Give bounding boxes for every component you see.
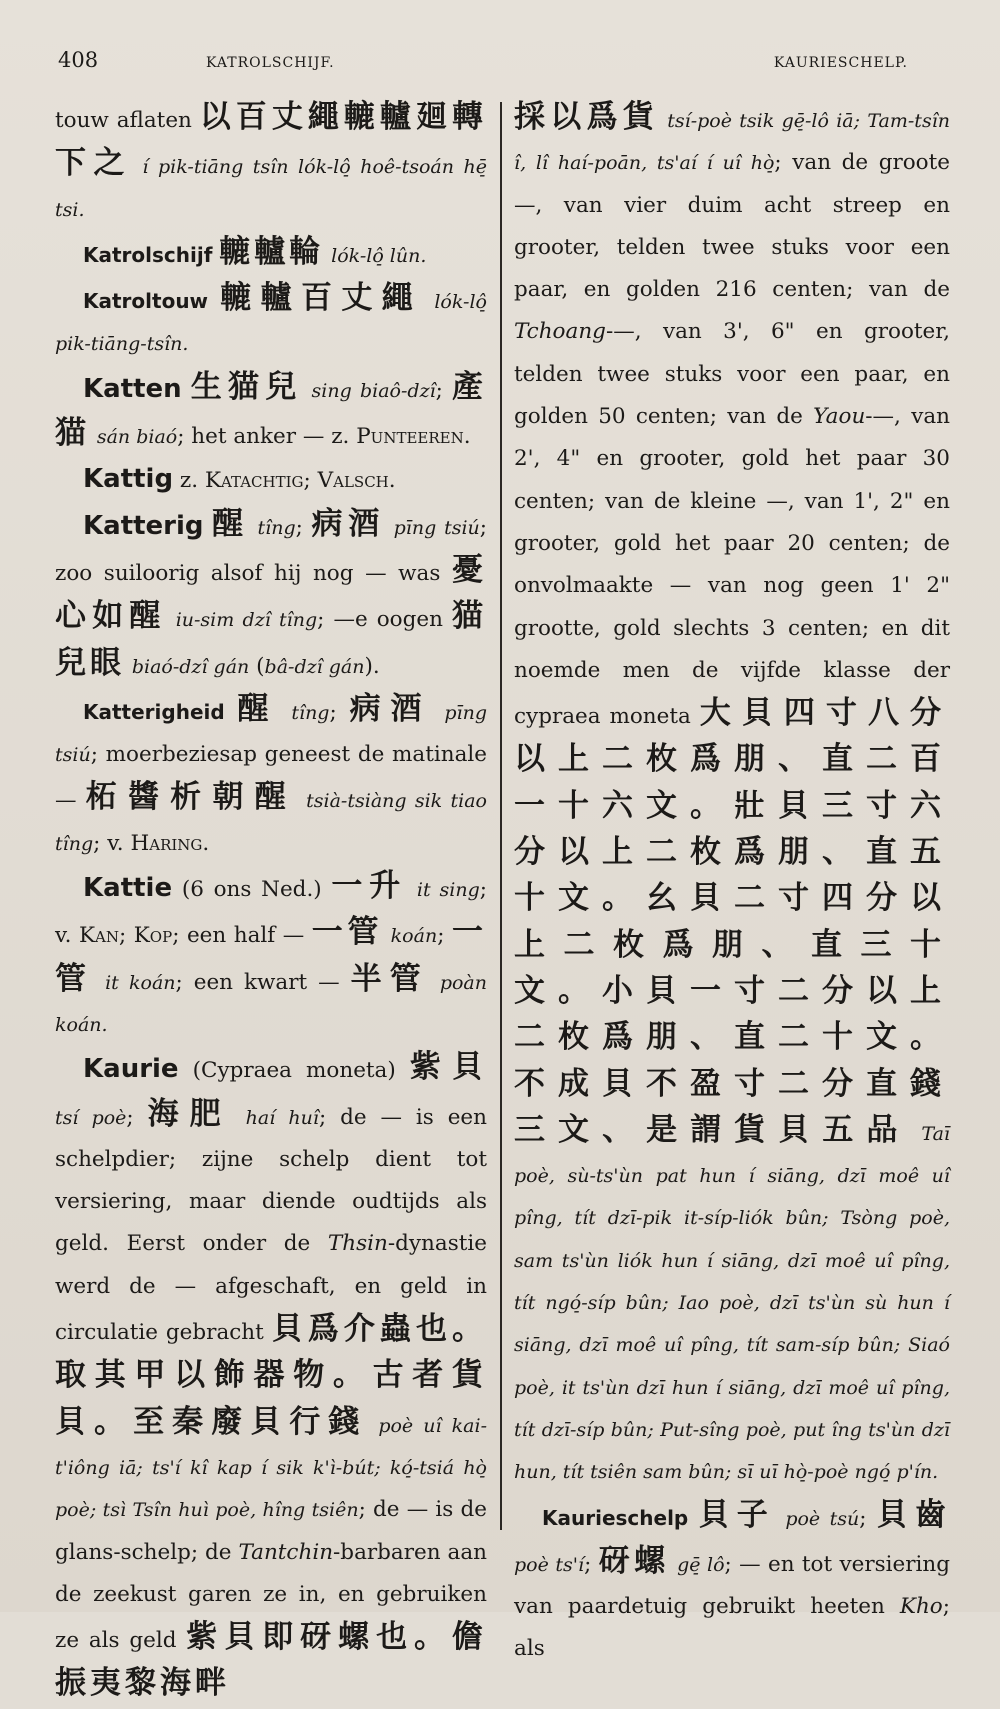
chinese-text: 半管	[350, 960, 429, 997]
romanization: koán	[390, 925, 438, 948]
entry-kaurieschelp	[514, 1494, 950, 1671]
cross-reference: Kop	[133, 923, 173, 949]
entry-kattig	[55, 458, 487, 502]
entry-text: ; zoo suiloorig alsof hij nog — was	[55, 514, 488, 586]
cross-reference: Kan	[78, 923, 119, 949]
separator: ;	[329, 699, 337, 725]
chinese-text: 砑螺	[598, 1542, 670, 1579]
column-divider	[500, 102, 502, 1530]
romanization: sán biaó	[96, 426, 178, 449]
chinese-text: 一管	[311, 914, 384, 951]
romanization: tîng	[291, 701, 330, 724]
romanization: it koán	[105, 971, 176, 994]
romanization: tîng	[257, 516, 296, 539]
entry-katten	[55, 366, 487, 459]
entry-katterigheid	[55, 688, 487, 865]
entry-text: ; van de groote —, van vier duim acht streep en grooter, telden twee stuks voor een paar, en golden 216 centen; van de	[514, 150, 950, 303]
entry-kaurie	[55, 1046, 487, 1708]
romanization: poàn koán.	[55, 971, 487, 1036]
romanization: lók-lô̠ lûn.	[331, 244, 427, 267]
entry-text: (6 ons Ned.)	[181, 877, 322, 903]
emphasis-text: Kho	[899, 1594, 943, 1620]
entry-text: ; moerbeziesap geneest de matinale —	[55, 742, 487, 814]
headword: Kattig	[83, 464, 174, 495]
romanization: bâ-dzî gán	[264, 655, 365, 678]
chinese-text: 轆轤輪	[219, 233, 325, 270]
romanization: tsí-poè tsik gē̠-lô iā; Tam-tsîn î, lî haí-poān, ts'aí í uî hò̠	[514, 110, 951, 175]
entry-text: ; een half —	[172, 923, 305, 949]
entry-text: ; het anker — z.	[177, 424, 350, 450]
page-header	[58, 48, 948, 78]
right-column	[514, 96, 950, 1671]
romanization: poè uî kai-t'iông iā; ts'í kî kap í sik k'ì-bút; kó̠-tsiá hò̠ poè; tsì Tsîn huì poè, hîng tsiên	[55, 1414, 487, 1522]
romanization: lók-lô̠ pik-tiāng-tsîn.	[55, 291, 487, 356]
entry-text: ; —e oogen	[317, 607, 443, 633]
running-head-left: KATROLSCHIJF.	[206, 55, 335, 71]
entry-text: ;	[118, 923, 127, 949]
romanization: sing biaô-dzî	[311, 379, 436, 402]
romanization: tsià-tsiàng sik tiao tîng	[55, 790, 487, 855]
chinese-text: 病酒	[349, 690, 432, 727]
cross-reference: Valsch.	[317, 468, 396, 494]
chinese-text: 採以爲貨	[514, 99, 660, 135]
romanization: poè tsú	[785, 1507, 860, 1530]
chinese-text: 以百丈繩轆轤廻轉下之	[55, 99, 487, 182]
entry-katterig	[55, 503, 487, 688]
headword: Kattie	[83, 873, 173, 904]
emphasis-text: Thsin	[327, 1231, 388, 1257]
romanization: biaó-dzî gán	[131, 655, 250, 678]
headword: Katterig	[83, 510, 204, 541]
entry-text: ; — en tot versiering van paardetuig gebruikt heeten	[514, 1551, 951, 1620]
entry-text: -dynastie werd de — afgeschaft, en geld in circulatie gebracht	[55, 1231, 487, 1346]
entry-katrolschijf	[55, 231, 487, 277]
chinese-text: 醒	[237, 690, 279, 727]
chinese-text: 生猫兒	[190, 368, 303, 405]
entry-text: (	[256, 653, 265, 679]
romanization: poè ts'í	[514, 1553, 585, 1576]
entry-katroltouw	[55, 277, 487, 366]
romanization: haí huî	[245, 1106, 319, 1129]
romanization: it sing	[416, 879, 480, 902]
entry-continuation	[514, 96, 950, 1494]
cross-reference: Katachtig	[204, 468, 304, 494]
chinese-text: 貝齒	[876, 1496, 950, 1533]
headword: Katrolschijf	[83, 242, 213, 267]
chinese-text: 產猫	[55, 368, 487, 452]
entry-text: touw aflaten	[55, 108, 192, 133]
entry-text: z.	[179, 468, 199, 494]
romanization: iu-sim dzî tîng	[175, 609, 318, 632]
entry-text: ; een kwart —	[175, 969, 340, 995]
chinese-text: 憂心如醒	[55, 551, 487, 635]
romanization: gē̠ lô	[677, 1553, 725, 1576]
chinese-text: 海肥	[147, 1095, 232, 1132]
entry-text: ; als	[514, 1594, 950, 1662]
entry-text: (Cypraea moneta)	[192, 1058, 396, 1084]
entry-text: ; v.	[93, 830, 124, 856]
entry-text: -—, van 3', 6" en grooter, telden twee stuks voor een paar, en golden 50 centen; van de	[514, 319, 950, 430]
entry-text: ; de — is de glans-schelp; de	[55, 1497, 487, 1565]
separator: ;	[435, 377, 443, 403]
entry-text: ;	[303, 468, 311, 494]
chinese-text: 一管	[55, 914, 487, 997]
headword: Kaurieschelp	[542, 1505, 689, 1530]
chinese-text: 紫貝即砑螺也。儋振夷黎海畔	[55, 1619, 488, 1702]
romanization: í pik-tiāng tsîn lók-lô̠ hoê-tsoán hē̠ tsi.	[55, 156, 487, 221]
running-head-right: KAURIESCHELP.	[773, 55, 908, 71]
chinese-text: 一升	[331, 868, 408, 905]
romanization: tsí poè	[55, 1106, 127, 1129]
page-number: 408	[58, 48, 99, 72]
emphasis-text: Tantchin	[238, 1539, 334, 1565]
entry-text: ; v.	[55, 877, 487, 949]
entry-text: -barbaren aan de zeekust garen ze in, en gebruiken ze als geld	[55, 1539, 487, 1654]
chinese-text: 大貝四寸八分以上二枚爲朋、直二百一十六文。壯貝三寸六分以上二枚爲朋、直五十文。幺貝二寸四分以上二枚爲朋、直三十文。小貝一寸二分以上二枚爲朋、直二十文。不成貝不盈寸二分直錢三文、是謂貨貝五品	[514, 695, 950, 1148]
cross-reference: Haring.	[130, 830, 210, 856]
chinese-text: 紫貝	[409, 1049, 488, 1086]
emphasis-text: Yaou	[813, 404, 866, 430]
entry-text: ;	[437, 923, 445, 949]
romanization: pīng tsiú	[55, 701, 488, 767]
emphasis-text: Tchoang	[514, 319, 606, 345]
chinese-text: 柘醬析朝醒	[85, 779, 298, 816]
headword: Katroltouw	[83, 289, 209, 314]
chinese-text: 猫兒眼	[55, 598, 488, 681]
entry-text: ; de — is een schelpdier; zijne schelp dient tot versiering, maar diende oudtijds als geld. Eerst onder de	[55, 1104, 487, 1257]
separator: ;	[126, 1104, 134, 1130]
headword: Katten	[83, 373, 182, 404]
entry-kattie	[55, 865, 487, 1046]
chinese-text: 醒	[212, 505, 249, 542]
entry-text: ).	[364, 653, 380, 679]
separator: ;	[859, 1505, 867, 1531]
chinese-text: 貝子	[698, 1496, 776, 1533]
cross-reference: Punteeren.	[356, 424, 471, 450]
entry-text: -—, van 2', 4" en grooter, gold het paar 30 centen; van de kleine —, van 1', 2" en grooter, gold het paar 20 centen; de onvolmaakte — van nog geen 1' 2" grootte, gold slechts 3 centen; en dit noemde men de vijfde klasse der cypraea moneta	[514, 404, 951, 730]
chinese-text: 病酒	[311, 505, 386, 542]
separator: ;	[584, 1551, 592, 1577]
chinese-text: 貝爲介蟲也。取其甲以飾器物。古者貨貝。至秦廢貝行錢	[55, 1311, 488, 1440]
separator: ;	[295, 514, 303, 540]
romanization: pīng tsiú	[393, 516, 480, 539]
entry-continuation	[55, 96, 487, 231]
headword: Katterigheid	[83, 699, 225, 724]
headword: Kaurie	[83, 1054, 179, 1085]
romanization: Taī poè, sù-ts'ùn pat hun í siāng, dzī moê uî pîng, tít dzī-pik it-síp-liók bûn; Tsòng poè, sam ts'ùn liók hun í siāng, dzī moê uî pîng, tít ngó̠-síp bûn; Iao poè, dzī ts'ùn sù hun í siāng, dzī moê uî pîng, tít sam-síp bûn; Siaó poè, it ts'ùn dzī hun í siāng, dzī moê uî pîng, tít dzī-síp bûn; Put-sîng poè, put îng ts'ùn dzī hun, tít tsiên sam bûn; sī uī hò̠-poè ngó̠ p'ín.	[514, 1122, 950, 1484]
chinese-text: 轆轤百丈繩	[220, 280, 423, 317]
left-column	[55, 96, 487, 1709]
